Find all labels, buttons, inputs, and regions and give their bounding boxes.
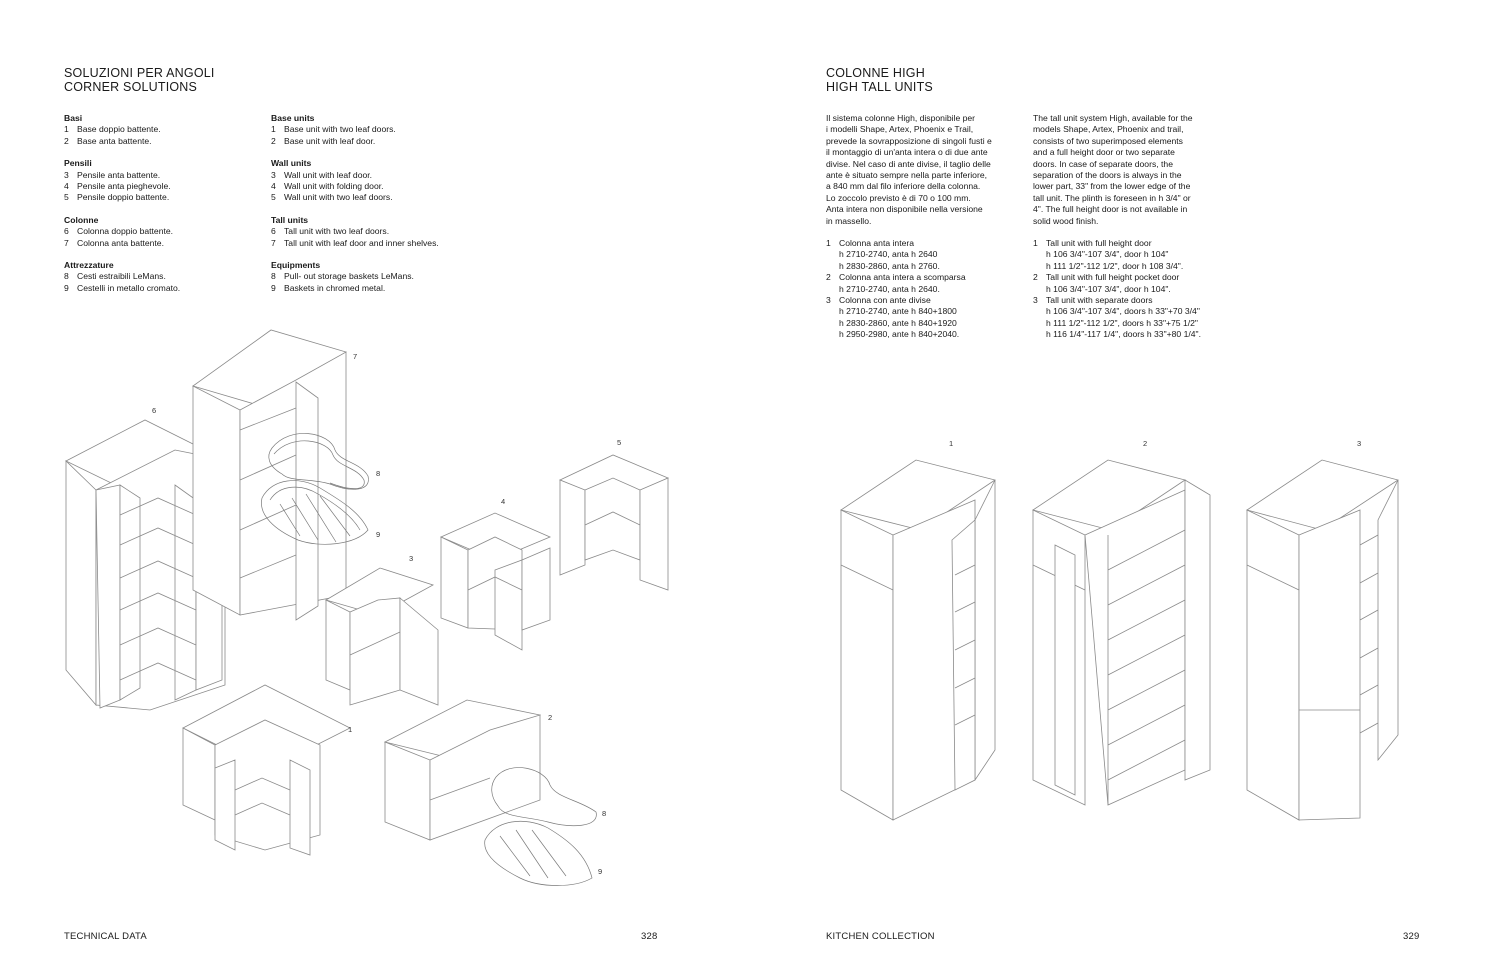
right-heading-line-2: HIGH TALL UNITS <box>826 80 933 94</box>
item-number: 3 <box>64 169 69 180</box>
item-text: Pull- out storage baskets LeMans. <box>284 271 414 282</box>
callout-label: 8 <box>376 469 381 478</box>
callout-label: 9 <box>376 530 381 539</box>
callout-label: 3 <box>1357 439 1362 448</box>
item-text: Base anta battente. <box>77 135 152 146</box>
item-text: Baskets in chromed metal. <box>284 282 386 293</box>
callout-label: 1 <box>949 439 954 448</box>
callout-label: 4 <box>501 497 506 506</box>
group-title: Pensili <box>64 158 92 169</box>
wall-unit-folding-door-drawing <box>441 513 550 650</box>
group-title: Basi <box>64 113 83 123</box>
item-text: Colonna con ante divise h 2710-2740, ante h 840+1800 h 2830-2860, ante h 840+1920 h 2950-2980, ante h 840+2040. <box>839 295 960 340</box>
item-number: 8 <box>64 271 69 282</box>
item-text: Colonna doppio battente. <box>77 226 174 237</box>
tall-unit-leaf-door-shelves-drawing <box>193 330 346 620</box>
callout-label: 8 <box>602 809 607 818</box>
item-number: 9 <box>271 282 276 293</box>
callout-label: 2 <box>548 713 553 722</box>
item-number: 7 <box>271 237 276 248</box>
tall-unit-pocket-door-drawing <box>1033 460 1210 805</box>
italian-paragraph: Il sistema colonne High, disponibile per i modelli Shape, Artex, Phoenix e Trail, prevede la sovrapposizione di singoli fusti e il montaggio di un'anta intera o di due ante divise. Nel caso di ante divise, il taglio delle ante è situato sempre nella parte inferiore, a 840 mm dal filo inferiore della colonna. Lo zoccolo previsto è di 70 o 100 mm. Anta intera non disponibile nella versione in massello. <box>826 113 992 226</box>
item-number: 1 <box>64 124 69 135</box>
group-title: Wall units <box>271 158 312 169</box>
item-number: 4 <box>64 181 69 192</box>
group-title: Equipments <box>271 260 321 271</box>
base-unit-leaf-door-drawing <box>385 700 596 886</box>
callout-label: 1 <box>348 725 353 734</box>
callout-label: 7 <box>353 352 358 361</box>
item-number: 3 <box>826 295 831 306</box>
callout-label: 9 <box>598 867 603 876</box>
item-number: 1 <box>271 124 276 135</box>
group-title: Base units <box>271 113 315 123</box>
item-number: 9 <box>64 282 69 293</box>
tall-unit-full-height-door-drawing <box>841 460 995 820</box>
callout-label: 6 <box>152 406 157 415</box>
group-title: Tall units <box>271 214 309 225</box>
item-text: Tall unit with separate doors h 106 3/4"-107 3/4", doors h 33"+70 3/4" h 111 1/2"-112 1/2", doors h 33"+75 1/2" h 116 1/4"-117 1/4", doors h 33"+80 1/4". <box>1046 295 1201 340</box>
item-text: Cesti estraibili LeMans. <box>77 271 166 282</box>
item-number: 3 <box>271 169 276 180</box>
item-number: 6 <box>271 226 276 237</box>
item-text: Base unit with leaf door. <box>284 135 376 146</box>
item-number: 6 <box>64 226 69 237</box>
item-text: Colonna anta intera h 2710-2740, anta h 2640 h 2830-2860, anta h 2760. <box>839 238 940 271</box>
item-text: Wall unit with folding door. <box>284 181 384 192</box>
item-number: 2 <box>64 135 69 146</box>
item-number: 2 <box>271 135 276 146</box>
left-heading-line-1: SOLUZIONI PER ANGOLI <box>64 66 215 80</box>
item-number: 1 <box>1033 238 1038 248</box>
item-number: 8 <box>271 271 276 282</box>
page-number: 329 <box>1403 931 1420 942</box>
callout-label: 3 <box>409 554 414 563</box>
item-text: Colonna anta battente. <box>77 237 164 248</box>
item-text: Wall unit with leaf door. <box>284 169 373 180</box>
callout-label: 5 <box>617 438 622 447</box>
base-unit-two-leaf-doors-drawing <box>183 685 353 855</box>
item-number: 1 <box>826 238 831 248</box>
wall-unit-two-leaf-doors-drawing <box>560 455 668 590</box>
item-text: Pensile anta battente. <box>77 169 161 180</box>
item-number: 7 <box>64 237 69 248</box>
item-text: Wall unit with two leaf doors. <box>284 192 393 203</box>
item-number: 2 <box>826 272 831 283</box>
english-paragraph: The tall unit system High, available for the models Shape, Artex, Phoenix and trail, consists of two superimposed elements and a full height door or two separate doors. In case of separate doors, the separation of the doors is always in the lower part, 33" from the lower edge of the tall unit. The plinth is foreseen in h 3/4" or 4". The full height door is not available in solid wood finish. <box>1033 113 1193 226</box>
item-text: Tall unit with two leaf doors. <box>284 226 390 237</box>
item-text: Colonna anta intera a scomparsa h 2710-2740, anta h 2640. <box>839 272 966 294</box>
item-number: 2 <box>1033 272 1038 283</box>
tall-unit-separate-doors-drawing <box>1247 460 1398 820</box>
footer-section-title: TECHNICAL DATA <box>64 931 147 942</box>
item-number: 5 <box>271 192 276 203</box>
item-number: 3 <box>1033 295 1038 306</box>
item-text: Cestelli in metallo cromato. <box>77 282 181 293</box>
item-text: Tall unit with leaf door and inner shelves. <box>284 237 439 248</box>
item-number: 4 <box>271 181 276 192</box>
item-text: Pensile anta pieghevole. <box>77 181 171 192</box>
group-title: Attrezzature <box>64 260 114 271</box>
group-title: Colonne <box>64 214 99 225</box>
item-text: Base doppio battente. <box>77 124 161 135</box>
left-heading-line-2: CORNER SOLUTIONS <box>64 80 198 94</box>
footer-section-title: KITCHEN COLLECTION <box>826 931 935 942</box>
page-number: 328 <box>641 931 658 942</box>
item-text: Tall unit with full height pocket door h 106 3/4"-107 3/4", door h 104". <box>1046 272 1180 294</box>
callout-label: 2 <box>1143 439 1148 448</box>
item-text: Tall unit with full height door h 106 3/4"-107 3/4", door h 104" h 111 1/2"-112 1/2", door h 108 3/4". <box>1046 238 1184 271</box>
right-heading-line-1: COLONNE HIGH <box>826 66 925 80</box>
item-text: Pensile doppio battente. <box>77 192 170 203</box>
item-text: Base unit with two leaf doors. <box>284 124 396 135</box>
item-number: 5 <box>64 192 69 203</box>
